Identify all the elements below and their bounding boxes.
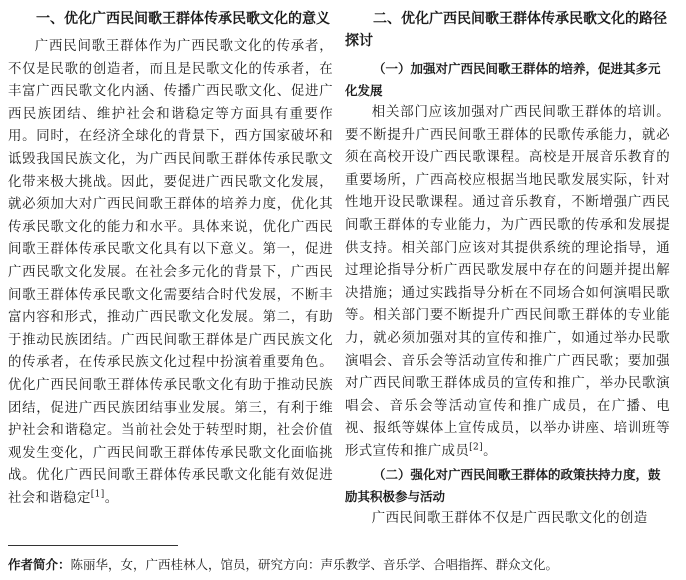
- left-column: [8, 8, 333, 510]
- footnote-divider: [8, 545, 178, 546]
- right-column: [345, 8, 670, 530]
- section-title-2: 二、优化广西民间歌王群体传承民歌文化的路径探讨: [345, 11, 667, 49]
- paragraph-2-end: 。: [483, 443, 497, 459]
- paragraph-2-text: 相关部门应该加强对广西民间歌王群体的培训。要不断提升广西民间歌王群体的民歌传承能力，就必须在高校开设广西民歌课程。高校是开展音乐教育的重要场所，广西高校应根据当地民歌发展实际，针对性地开设民歌课程。通过音乐教育，不断增强广西民间歌王群体的专业能力，为广西民歌的传承和发展提供支持。相关部门应该对其提供系统的理论指导，通过理论指导分析广西民歌发展中存在的问题并提出解决措施；通过实践指导分析在不同场合如何演唱民歌等。相关部门要不断提升广西民间歌王群体的专业能力，就必须加强对其的宣传和推广，如通过举办民歌演唱会、音乐会等活动宣传和推广广西民歌；要加强对广西民间歌王群体成员的宣传和推广，举办民歌演唱会、音乐会等活动宣传和推广成员，在广播、电视、报纸等媒体上宣传成员，以举办讲座、培训班等形式宣传和推广成员: [345, 105, 670, 459]
- footnote-label: 作者简介：: [8, 557, 71, 572]
- citation-2: [2]: [469, 442, 484, 453]
- paragraph-3: 广西民间歌王群体不仅是广西民歌文化的创造: [371, 510, 648, 526]
- paragraph-1-end: 。: [104, 490, 119, 506]
- footnote-text: 陈丽华，女，广西桂林人，馆员，研究方向：声乐教学、音乐学、合唱指挥、群众文化。: [70, 557, 559, 572]
- subsection-title-1: （一）加强对广西民间歌王群体的培养，促进其多元化发展: [345, 61, 661, 98]
- citation-1: [1]: [90, 489, 105, 500]
- paragraph-1-text: 广西民间歌王群体作为广西民歌文化的传承者，不仅是民歌的创造者，而且是民歌文化的传承者，在丰富广西民歌文化内涵、传播广西民歌文化、促进广西民族团结、维护社会和谐稳定等方面具有重要作用。同时，在经济全球化的背景下，西方国家破坏和诋毁我国民族文化，为广西民间歌王群体传承民歌文化带来极大挑战。因此，要促进广西民歌文化发展，就必须加大对广西民间歌王群体的培养力度，优化其传承民歌文化的能力和水平。具体来说，优化广西民间歌王群体传承民歌文化具有以下意义。第一，促进广西民歌文化发展。在社会多元化的背景下，广西民间歌王群体传承民歌文化需要结合时代发展，不断丰富内容和形式，推动广西民歌文化发展。第二，有助于推动民族团结。广西民间歌王群体是广西民族文化的传承者，在传承民族文化过程中扮演着重要角色。优化广西民间歌王群体传承民歌文化有助于推动民族团结，促进广西民族团结事业发展。第三，有利于维护社会和谐稳定。当前社会处于转型时期，社会价值观发生变化，广西民间歌王群体传承民歌文化面临挑战。优化广西民间歌王群体传承民歌文化能有效促进社会和谐稳定: [8, 39, 333, 506]
- author-footnote: [8, 557, 678, 573]
- section-title-1: 一、优化广西民间歌王群体传承民歌文化的意义: [36, 11, 330, 27]
- paragraph-1: [8, 36, 333, 510]
- paragraph-2: [345, 102, 670, 464]
- subsection-title-2: （二）强化对广西民间歌王群体的政策扶持力度，鼓励其积极参与活动: [345, 466, 661, 504]
